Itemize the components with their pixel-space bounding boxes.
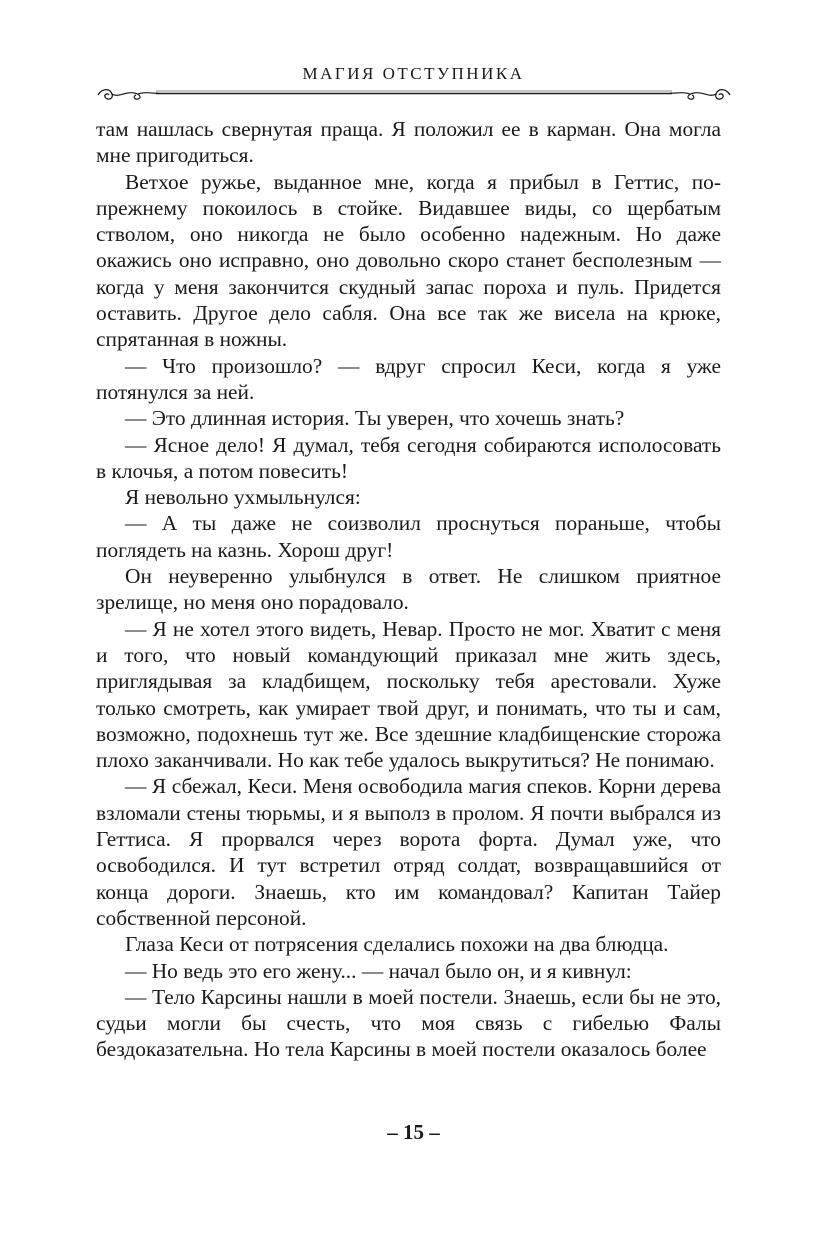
paragraph: Ветхое ружье, выданное мне, когда я прибыл в Геттис, по-прежнему покоилось в стойке. Видавшее виды, со щербатым стволом, оно никогда не было особенно надежным. Но даже окажись оно исправно, оно довольно скоро станет бесполезным — когда у меня закончится скудный запас пороха и пуль. Придется оставить. Другое дело сабля. Она все так же висела на крюке, спрятанная в ножны. <box>96 169 721 352</box>
paragraph: Он неуверенно улыбнулся в ответ. Не слишком приятное зрелище, но меня оно порадовало. <box>96 564 721 615</box>
paragraph: — Что произошло? — вдруг спросил Кеси, когда я уже потянулся за ней. <box>96 353 721 404</box>
page-body-text <box>96 116 721 1063</box>
header-ornament-rule <box>96 82 732 104</box>
paragraph: Глаза Кеси от потрясения сделались похожи на два блюдца. <box>125 932 669 957</box>
paragraph: — А ты даже не соизволил проснуться пораньше, чтобы поглядеть на казнь. Хорош друг! <box>96 511 721 562</box>
paragraph: — Но ведь это его жену... — начал было он, и я кивнул: <box>125 958 632 983</box>
paragraph: там нашлась свернутая праща. Я положил ее в карман. Она могла мне пригодиться. <box>96 117 721 168</box>
paragraph: — Я сбежал, Кеси. Меня освободила магия спеков. Корни дерева взломали стены тюрьмы, и я выполз в пролом. Я почти выбрался из Геттиса. Я прорвался через ворота форта. Думал уже, что освободился. И тут встретил отряд солдат, возвращавшийся от конца дороги. Знаешь, кто им командовал? Капитан Тайер собственной персоной. <box>96 774 721 930</box>
paragraph: Я невольно ухмыльнулся: <box>125 485 361 510</box>
running-title: МАГИЯ ОТСТУПНИКА <box>302 64 525 83</box>
paragraph: — Это длинная история. Ты уверен, что хочешь знать? <box>125 406 625 431</box>
paragraph: — Я не хотел этого видеть, Невар. Просто не мог. Хватит с меня и того, что новый командующий приказал мне жить здесь, приглядывая за кладбищем, поскольку тебя арестовали. Хуже только смотреть, как умирает твой друг, и понимать, что ты и сам, возможно, подохнешь тут же. Все здешние кладбищенские сторожа плохо заканчивали. Но как тебе удалось выкрутиться? Не понимаю. <box>96 616 721 773</box>
page-number: – 15 – <box>387 1120 440 1144</box>
paragraph: — Тело Карсины нашли в моей постели. Знаешь, если бы не это, судьи могли бы счесть, что моя связь с гибелью Фалы бездоказательна. Но тела Карсины в моей постели оказалось более <box>96 984 721 1062</box>
paragraph: — Ясное дело! Я думал, тебя сегодня собираются исполосовать в клочья, а потом повесить! <box>96 432 721 483</box>
